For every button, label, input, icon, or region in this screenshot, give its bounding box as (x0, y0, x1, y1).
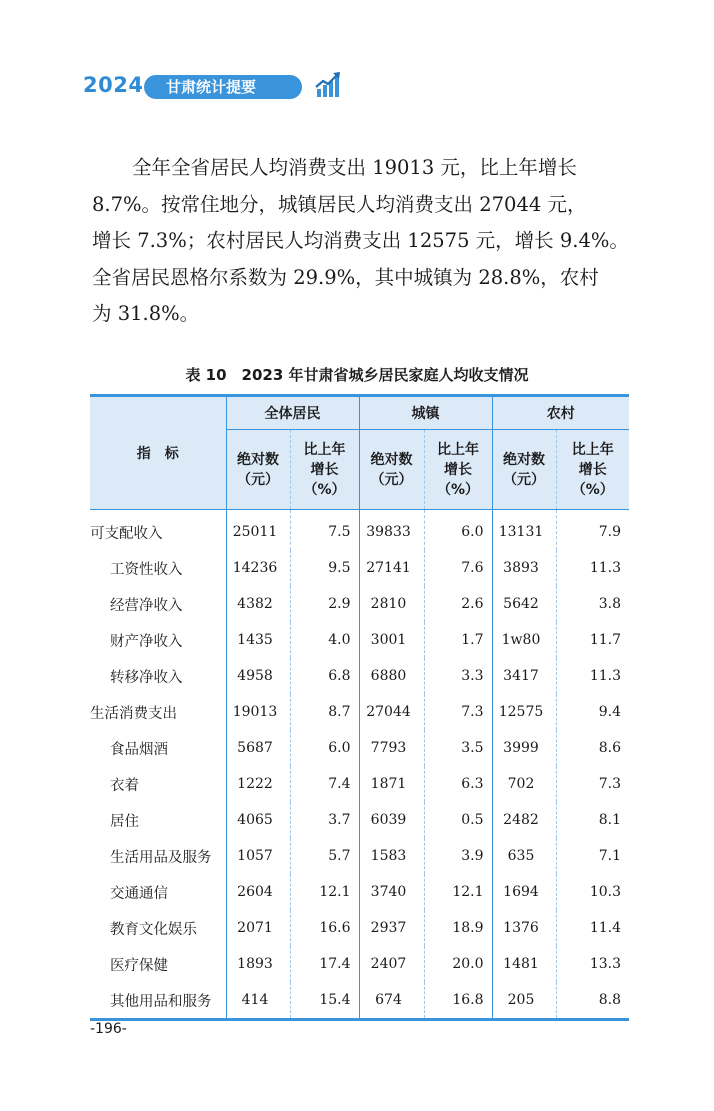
row-label: 财产净收入 (110, 633, 183, 650)
table-row (90, 874, 629, 910)
absolute-value-cell: 3999 (492, 730, 556, 766)
growth-rate-cell: 7.3 (424, 694, 492, 730)
growth-rate-cell: 20.0 (424, 946, 492, 982)
growth-rate-cell: 7.9 (556, 510, 629, 551)
growth-rate-cell: 9.4 (556, 694, 629, 730)
income-expenditure-table (90, 394, 629, 1021)
absolute-value-cell: 39833 (359, 510, 424, 551)
absolute-value-cell: 1222 (226, 766, 290, 802)
growth-rate-cell: 8.8 (556, 982, 629, 1020)
row-label: 工资性收入 (110, 561, 183, 578)
group-header-all: 全体居民 (226, 396, 359, 430)
absolute-value-cell: 14236 (226, 550, 290, 586)
rising-chart-icon (315, 71, 341, 99)
row-label: 教育文化娱乐 (110, 921, 197, 938)
growth-rate-cell: 3.5 (424, 730, 492, 766)
absolute-value-cell: 1376 (492, 910, 556, 946)
absolute-value-cell: 1057 (226, 838, 290, 874)
absolute-value-cell: 19013 (226, 694, 290, 730)
absolute-value-cell: 702 (492, 766, 556, 802)
absolute-value-cell: 2407 (359, 946, 424, 982)
growth-rate-cell: 16.8 (424, 982, 492, 1020)
growth-rate-cell: 2.9 (290, 586, 359, 622)
paragraph-line: 全年全省居民人均消费支出 19013 元，比上年增长 (132, 156, 577, 179)
table-row (90, 586, 629, 622)
growth-rate-cell: 6.0 (290, 730, 359, 766)
absolute-value-cell: 1694 (492, 874, 556, 910)
body-paragraph (92, 150, 632, 333)
absolute-value-cell: 1w80 (492, 622, 556, 658)
absolute-value-cell: 2604 (226, 874, 290, 910)
table-row (90, 510, 629, 551)
absolute-value-cell: 6880 (359, 658, 424, 694)
stub-header: 指 标 (90, 396, 226, 510)
absolute-value-cell: 1435 (226, 622, 290, 658)
growth-rate-cell: 9.5 (290, 550, 359, 586)
growth-rate-cell: 11.3 (556, 550, 629, 586)
table-row (90, 766, 629, 802)
growth-rate-cell: 7.3 (556, 766, 629, 802)
table-body (90, 510, 629, 1020)
growth-rate-cell: 8.6 (556, 730, 629, 766)
row-label: 居住 (110, 813, 139, 830)
absolute-value-cell: 13131 (492, 510, 556, 551)
growth-rate-cell: 12.1 (424, 874, 492, 910)
paragraph-line: 8.7%。按常住地分，城镇居民人均消费支出 27044 元， (92, 192, 587, 216)
absolute-value-cell: 635 (492, 838, 556, 874)
absolute-value-cell: 3417 (492, 658, 556, 694)
growth-rate-cell: 7.5 (290, 510, 359, 551)
growth-rate-cell: 11.4 (556, 910, 629, 946)
growth-rate-cell: 10.3 (556, 874, 629, 910)
growth-rate-cell: 0.5 (424, 802, 492, 838)
growth-rate-cell: 6.0 (424, 510, 492, 551)
row-label: 经营净收入 (110, 597, 183, 614)
absolute-value-cell: 4382 (226, 586, 290, 622)
absolute-value-cell: 2482 (492, 802, 556, 838)
row-label: 医疗保健 (110, 957, 168, 974)
paragraph-line: 为 31.8%。 (92, 302, 200, 325)
growth-rate-cell: 3.7 (290, 802, 359, 838)
table-row (90, 802, 629, 838)
growth-rate-cell: 18.9 (424, 910, 492, 946)
absolute-value-cell: 1481 (492, 946, 556, 982)
absolute-value-cell: 5642 (492, 586, 556, 622)
growth-rate-cell: 13.3 (556, 946, 629, 982)
table-title: 表 10 2023 年甘肃省城乡居民家庭人均收支情况 (185, 366, 529, 384)
col-header-growth: 比上年 增长 （%） (556, 430, 629, 510)
growth-rate-cell: 2.6 (424, 586, 492, 622)
table-row (90, 622, 629, 658)
growth-rate-cell: 11.3 (556, 658, 629, 694)
absolute-value-cell: 12575 (492, 694, 556, 730)
growth-rate-cell: 17.4 (290, 946, 359, 982)
row-label: 交通通信 (110, 885, 168, 902)
absolute-value-cell: 2071 (226, 910, 290, 946)
absolute-value-cell: 674 (359, 982, 424, 1020)
row-label: 其他用品和服务 (90, 982, 226, 1020)
table-row (90, 658, 629, 694)
table-row (90, 694, 629, 730)
growth-rate-cell: 12.1 (290, 874, 359, 910)
header-title: 甘肃统计提要 (144, 75, 302, 99)
header-year: 2024 (83, 73, 144, 97)
col-header-growth: 比上年 增长 （%） (424, 430, 492, 510)
absolute-value-cell: 2810 (359, 586, 424, 622)
page-number: -196- (90, 1021, 127, 1037)
growth-rate-cell: 8.7 (290, 694, 359, 730)
absolute-value-cell: 27141 (359, 550, 424, 586)
row-label: 转移净收入 (110, 669, 183, 686)
absolute-value-cell: 5687 (226, 730, 290, 766)
row-label: 生活用品及服务 (110, 849, 212, 866)
absolute-value-cell: 27044 (359, 694, 424, 730)
table-row (90, 838, 629, 874)
group-header-rural: 农村 (492, 396, 629, 430)
absolute-value-cell: 1893 (226, 946, 290, 982)
absolute-value-cell: 2937 (359, 910, 424, 946)
growth-rate-cell: 11.7 (556, 622, 629, 658)
absolute-value-cell: 7793 (359, 730, 424, 766)
growth-rate-cell: 3.3 (424, 658, 492, 694)
table-row (90, 982, 629, 1020)
col-header-absolute: 绝对数 （元） (359, 430, 424, 510)
growth-rate-cell: 7.6 (424, 550, 492, 586)
absolute-value-cell: 25011 (226, 510, 290, 551)
col-header-growth: 比上年 增长 （%） (290, 430, 359, 510)
growth-rate-cell: 16.6 (290, 910, 359, 946)
absolute-value-cell: 3740 (359, 874, 424, 910)
paragraph-line: 增长 7.3%；农村居民人均消费支出 12575 元，增长 9.4%。 (92, 229, 629, 252)
growth-rate-cell: 6.3 (424, 766, 492, 802)
absolute-value-cell: 205 (492, 982, 556, 1020)
absolute-value-cell: 414 (226, 982, 290, 1020)
row-label: 可支配收入 (90, 525, 163, 542)
growth-rate-cell: 15.4 (290, 982, 359, 1020)
growth-rate-cell: 3.9 (424, 838, 492, 874)
table-row (90, 730, 629, 766)
growth-rate-cell: 5.7 (290, 838, 359, 874)
growth-rate-cell: 3.8 (556, 586, 629, 622)
absolute-value-cell: 1871 (359, 766, 424, 802)
table-row (90, 910, 629, 946)
paragraph-line: 全省居民恩格尔系数为 29.9%，其中城镇为 28.8%，农村 (92, 265, 599, 289)
absolute-value-cell: 6039 (359, 802, 424, 838)
table-row (90, 946, 629, 982)
table-row (90, 550, 629, 586)
col-header-absolute: 绝对数 （元） (226, 430, 290, 510)
growth-rate-cell: 1.7 (424, 622, 492, 658)
running-header (83, 71, 353, 105)
growth-rate-cell: 6.8 (290, 658, 359, 694)
row-label: 衣着 (110, 777, 139, 794)
absolute-value-cell: 3893 (492, 550, 556, 586)
col-header-absolute: 绝对数 （元） (492, 430, 556, 510)
row-label: 食品烟酒 (110, 741, 168, 758)
absolute-value-cell: 4958 (226, 658, 290, 694)
absolute-value-cell: 4065 (226, 802, 290, 838)
group-header-urban: 城镇 (359, 396, 492, 430)
growth-rate-cell: 7.4 (290, 766, 359, 802)
row-label: 生活消费支出 (90, 705, 177, 722)
growth-rate-cell: 4.0 (290, 622, 359, 658)
absolute-value-cell: 3001 (359, 622, 424, 658)
absolute-value-cell: 1583 (359, 838, 424, 874)
growth-rate-cell: 7.1 (556, 838, 629, 874)
growth-rate-cell: 8.1 (556, 802, 629, 838)
